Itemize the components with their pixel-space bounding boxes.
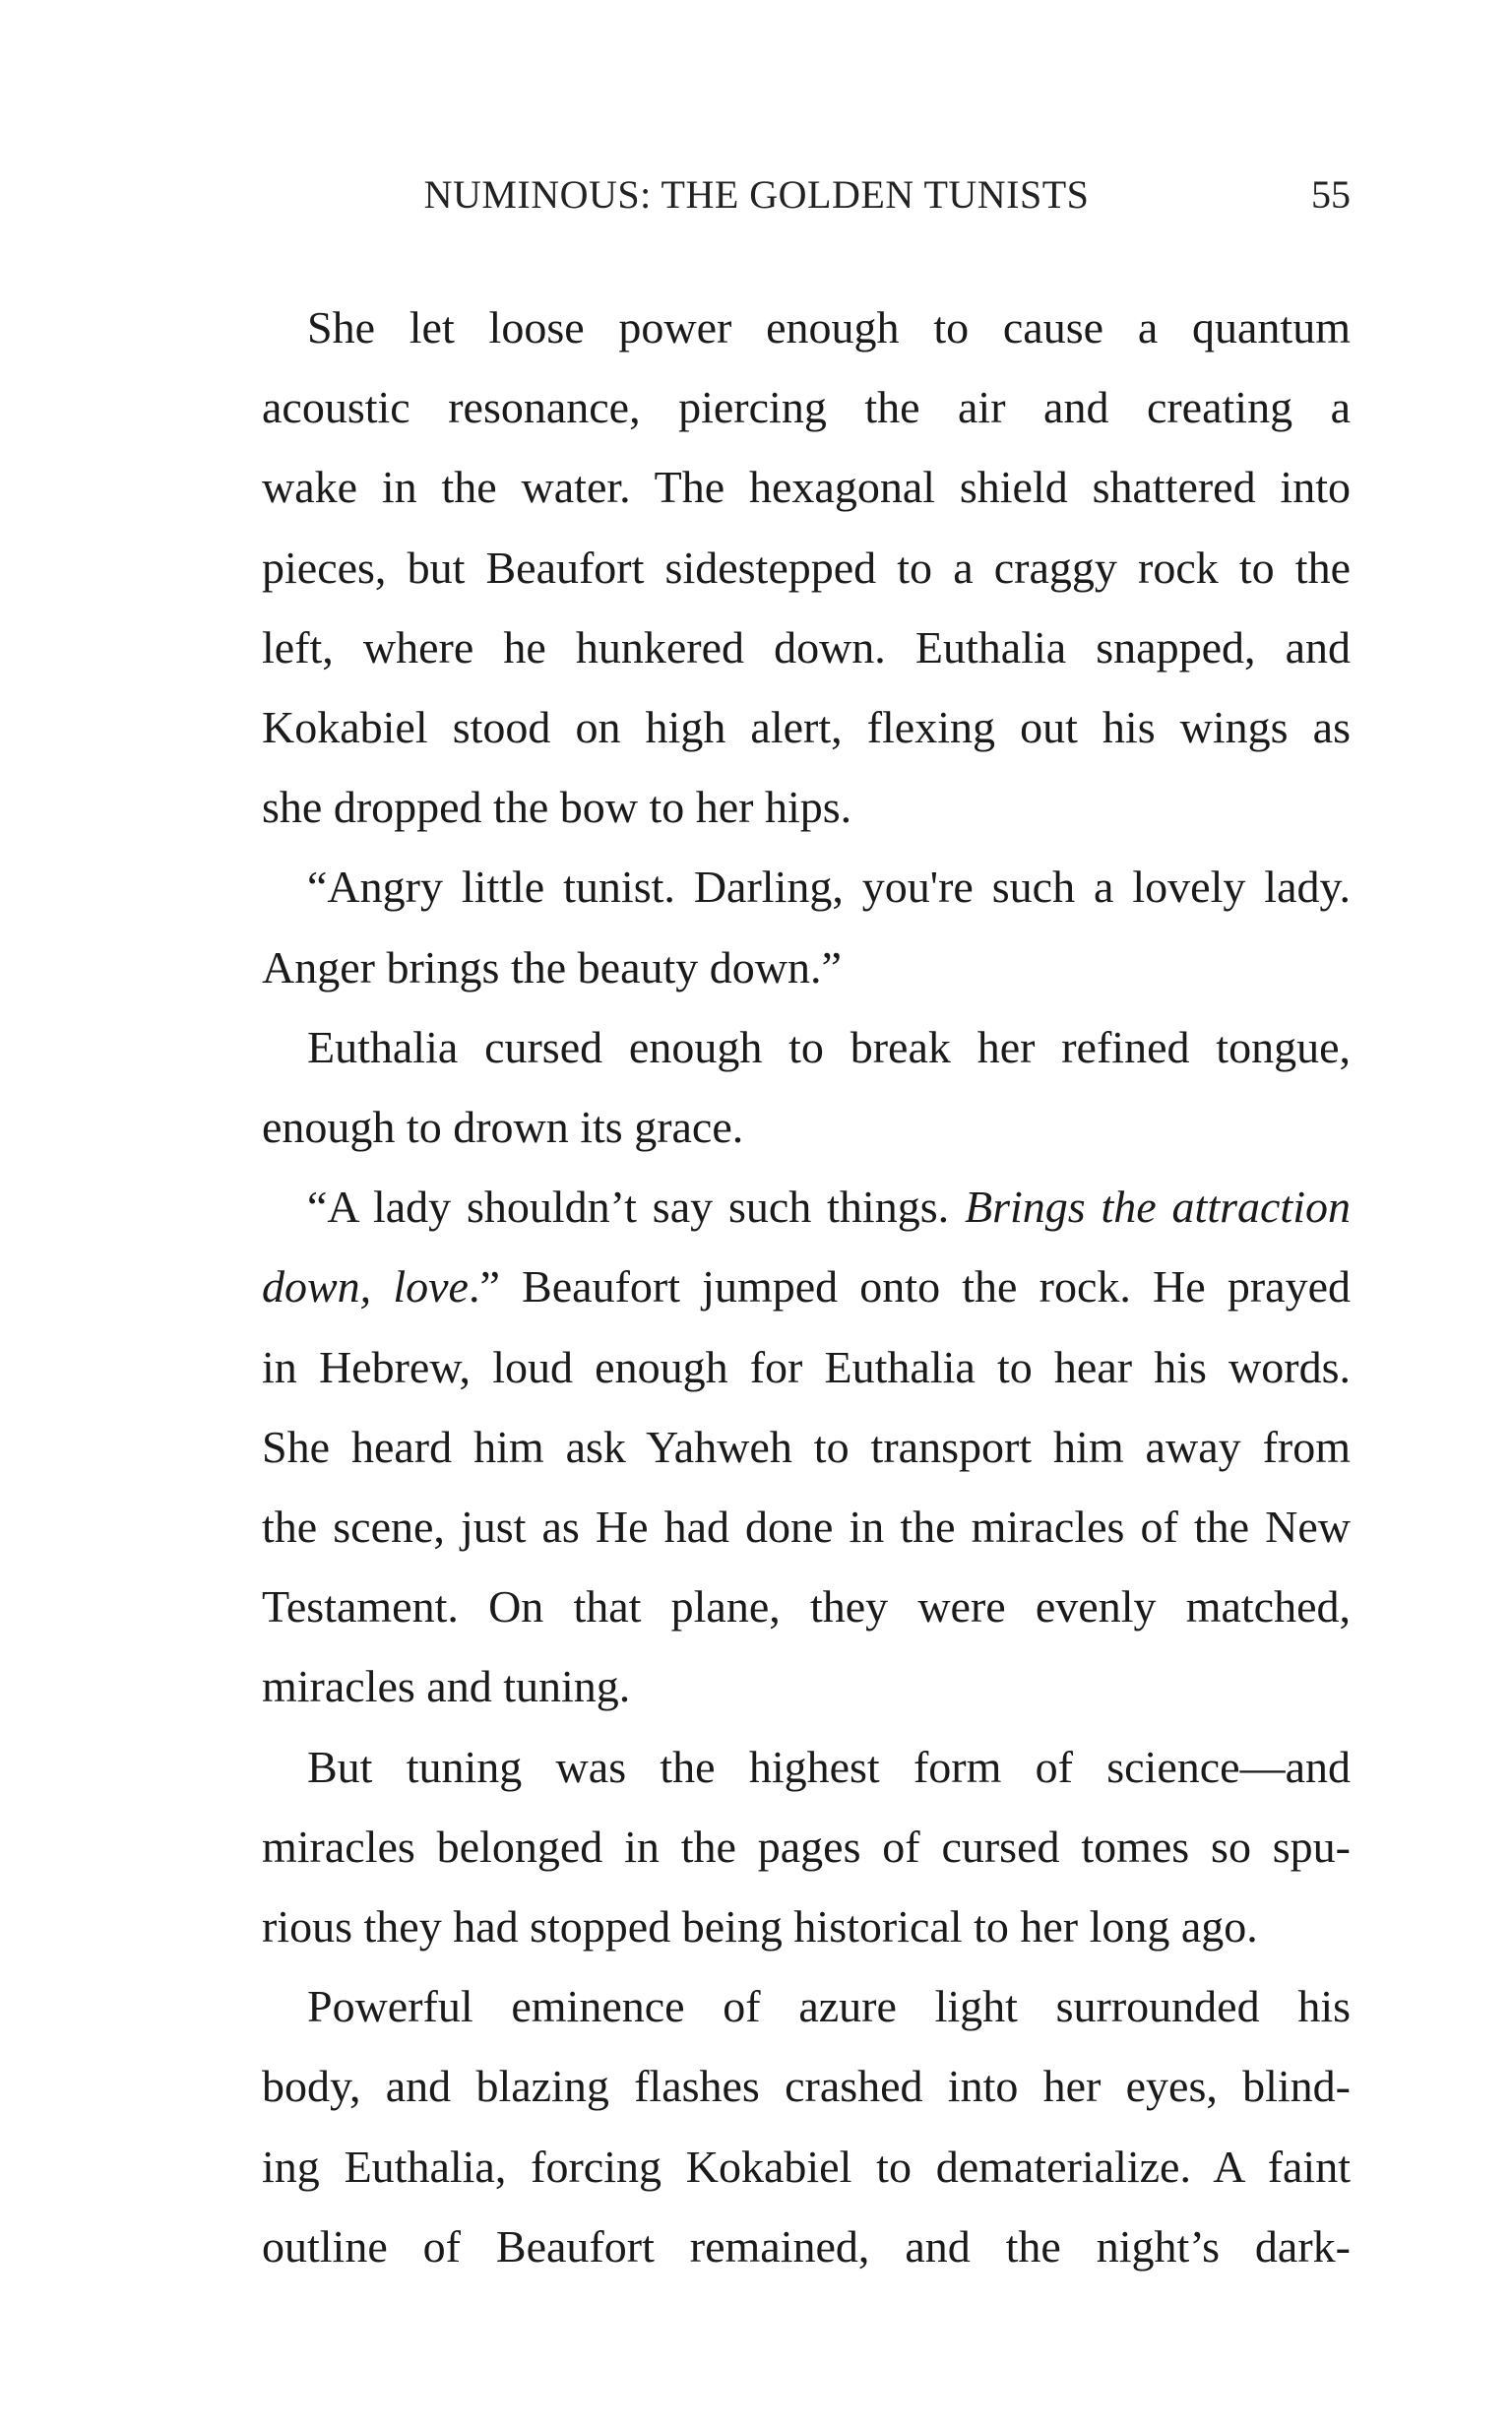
italic-text: down, love [262, 1261, 469, 1313]
paragraph [262, 1727, 1351, 1967]
text-line: in Hebrew, loud enough for Euthalia to hear his words. [262, 1341, 1351, 1392]
text-line [262, 1247, 1351, 1326]
body-text [262, 288, 1351, 2286]
text-line: enough to drown its grace. [262, 1102, 744, 1153]
text-line: “Angry little tunist. Darling, you're such a lovely lady. [307, 862, 1351, 913]
text-line: miracles belonged in the pages of cursed tomes so spu- [262, 1821, 1351, 1872]
text-line: She heard him ask Yahweh to transport him away from [262, 1421, 1351, 1472]
text-run: .” Beaufort jumped onto the rock. He prayed [468, 1261, 1351, 1313]
text-line: wake in the water. The hexagonal shield shattered into [262, 462, 1351, 513]
text-line: left, where he hunkered down. Euthalia snapped, and [262, 621, 1351, 672]
text-line: acoustic resonance, piercing the air and creating a [262, 382, 1351, 433]
paragraph [262, 288, 1351, 847]
text-line [262, 1167, 1351, 1247]
page-number: 55 [1311, 172, 1351, 217]
text-line: outline of Beaufort remained, and the night’s dark- [262, 2220, 1351, 2272]
paragraph [262, 1966, 1351, 2286]
running-title: NUMINOUS: THE GOLDEN TUNISTS [423, 172, 1090, 217]
paragraph [262, 1167, 1351, 1726]
paragraph [262, 847, 1351, 1006]
text-line: Euthalia cursed enough to break her refined tongue, [307, 1021, 1351, 1072]
text-line: Testament. On that plane, they were evenly matched, [262, 1581, 1351, 1633]
text-line: But tuning was the highest form of science—and [307, 1741, 1351, 1792]
text-line: Anger brings the beauty down.” [262, 941, 842, 992]
text-run: “A lady shouldn’t say such things. [307, 1182, 965, 1233]
text-line: the scene, just as He had done in the miracles of the New [262, 1502, 1351, 1553]
text-line: She let loose power enough to cause a quantum [307, 302, 1351, 352]
text-line: ing Euthalia, forcing Kokabiel to dematerialize. A faint [262, 2141, 1351, 2192]
text-line: body, and blazing flashes crashed into her eyes, blind- [262, 2061, 1351, 2112]
text-line: she dropped the bow to her hips. [262, 782, 852, 833]
text-line: Kokabiel stood on high alert, flexing out his wings as [262, 702, 1351, 753]
italic-text: Brings the attraction [964, 1182, 1351, 1233]
text-line: Powerful eminence of azure light surrounded his [307, 1981, 1351, 2032]
text-line: pieces, but Beaufort sidestepped to a craggy rock to the [262, 542, 1351, 593]
text-line: miracles and tuning. [262, 1661, 631, 1712]
running-head [262, 163, 1351, 223]
text-line: rious they had stopped being historical to her long ago. [262, 1901, 1258, 1953]
paragraph [262, 1007, 1351, 1167]
